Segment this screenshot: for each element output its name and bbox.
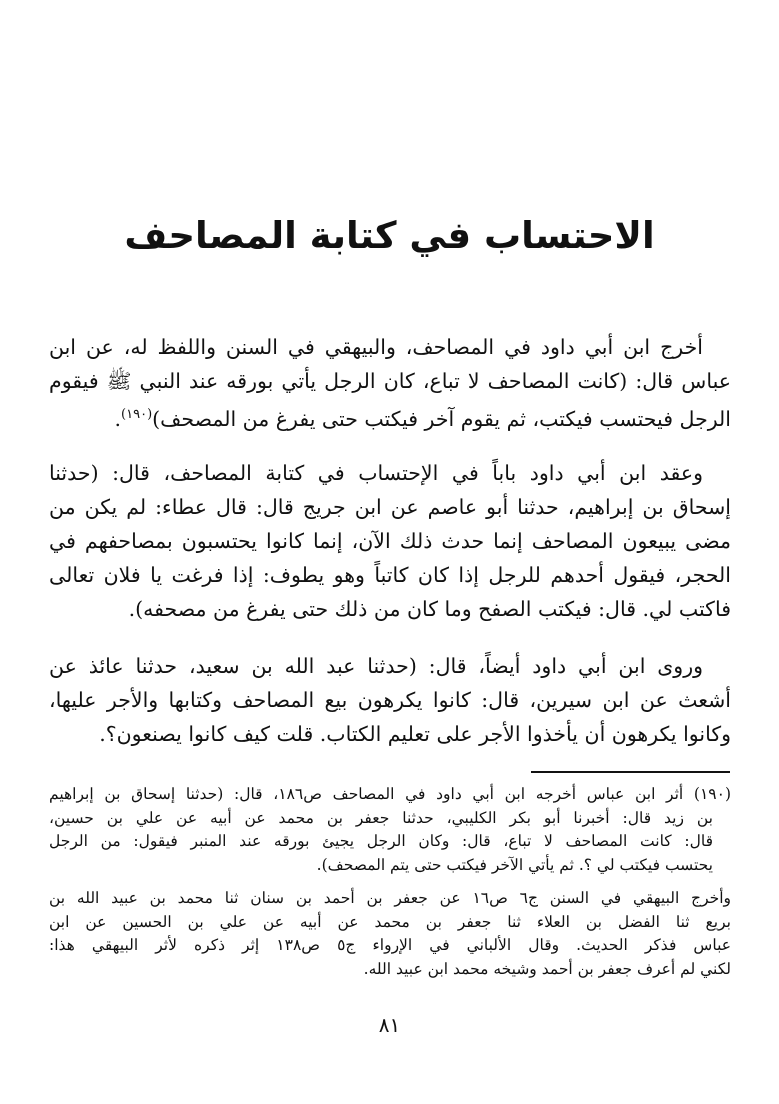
paragraph-3 [49, 649, 731, 751]
paragraph-line: أخرج ابن أبي داود في المصاحف، والبيهقي في السنن واللفظ له، عن ابن [49, 335, 703, 359]
paragraph-1 [49, 330, 731, 436]
footnote-line: لكني لم أعرف جعفر بن أحمد وشيخه محمد ابن عبيد الله. [363, 959, 731, 978]
paragraph-line-text: الرجل فيحتسب فيكتب، ثم يقوم آخر فيكتب حتى يفرغ من المصحف) [152, 406, 731, 431]
paragraph-line: أشعث عن ابن سيرين، قال: كانوا يكرهون بيع المصاحف وكتابها والأجر عليها، [49, 688, 731, 712]
footnote-ref[interactable]: (١٩٠) [121, 407, 153, 422]
paragraph-line: وروى ابن أبي داود أيضاً، قال: (حدثنا عبد الله بن سعيد، حدثنا عائذ عن [49, 654, 703, 678]
paragraph-line: فاكتب لي. قال: فيكتب الصفح وما كان من ذلك حتى يفرغ من مصحفه). [128, 597, 731, 621]
page-title: الاحتساب في كتابة المصاحف [124, 214, 655, 257]
footnote-line: (١٩٠) أثر ابن عباس أخرجه ابن أبي داود في المصاحف ص١٨٦، قال: (حدثنا إسحاق بن إبراهيم [49, 785, 731, 803]
footnote-line: قال: كانت المصاحف لا تباع، قال: وكان الرجل يجيئ بورقه عند المنبر فيقول: من الرجل [49, 832, 713, 850]
paragraph-2 [49, 456, 731, 626]
footnote-separator [531, 771, 730, 773]
footnote-2 [49, 887, 731, 981]
paragraph-line: عباس قال: (كانت المصاحف لا تباع، كان الرجل يأتي بورقه عند النبي ﷺ فيقوم [49, 369, 731, 393]
paragraph-line: إسحاق بن إبراهيم، حدثنا أبو عاصم عن ابن جريج قال: قال عطاء: لم يكن من [49, 495, 731, 519]
paragraph-line: مضى يبيعون المصاحف إنما حدث ذلك الآن، إنما كانوا يحتسبون بمصاحفهم في [49, 529, 731, 553]
page-number: ٨١ [378, 1013, 401, 1037]
footnote-1 [49, 783, 731, 877]
footnote-line: وأخرج البيهقي في السنن ج٦ ص١٦ عن جعفر بن أحمد بن سنان ثنا محمد بن عبيد الله بن [49, 889, 731, 907]
footnote-line: بريع ثنا الفضل بن العلاء ثنا جعفر بن محمد عن أبيه عن علي بن الحسين عن ابن [49, 912, 731, 931]
footnote-line: بن زيد قال: أخبرنا أبو بكر الكليبي، حدثنا جعفر بن محمد عن أبيه عن علي بن حسين، [49, 808, 713, 827]
paragraph-line: وكانوا يكرهون أن يأخذوا الأجر على تعليم الكتاب. قلت كيف كانوا يصنعون؟. [99, 722, 731, 746]
footnote-line: عباس فذكر الحديث. وقال الألباني في الإرواء ج٥ ص١٣٨ إثر ذكره لأثر البيهقي هذا: [49, 936, 731, 954]
paragraph-line: وعقد ابن أبي داود باباً في الإحتساب في كتابة المصاحف، قال: (حدثنا [49, 461, 703, 485]
paragraph-end-mark: . [114, 406, 122, 431]
footnote-line: يحتسب فيكتب لي ؟. ثم يأتي الآخر فيكتب حتى يتم المصحف). [316, 855, 713, 874]
paragraph-line [49, 398, 731, 436]
paragraph-line: الحجر، فيقول أحدهم للرجل إذا كان كاتباً وهو يطوف: إذا فرغت يا فلان تعالى [49, 563, 731, 587]
